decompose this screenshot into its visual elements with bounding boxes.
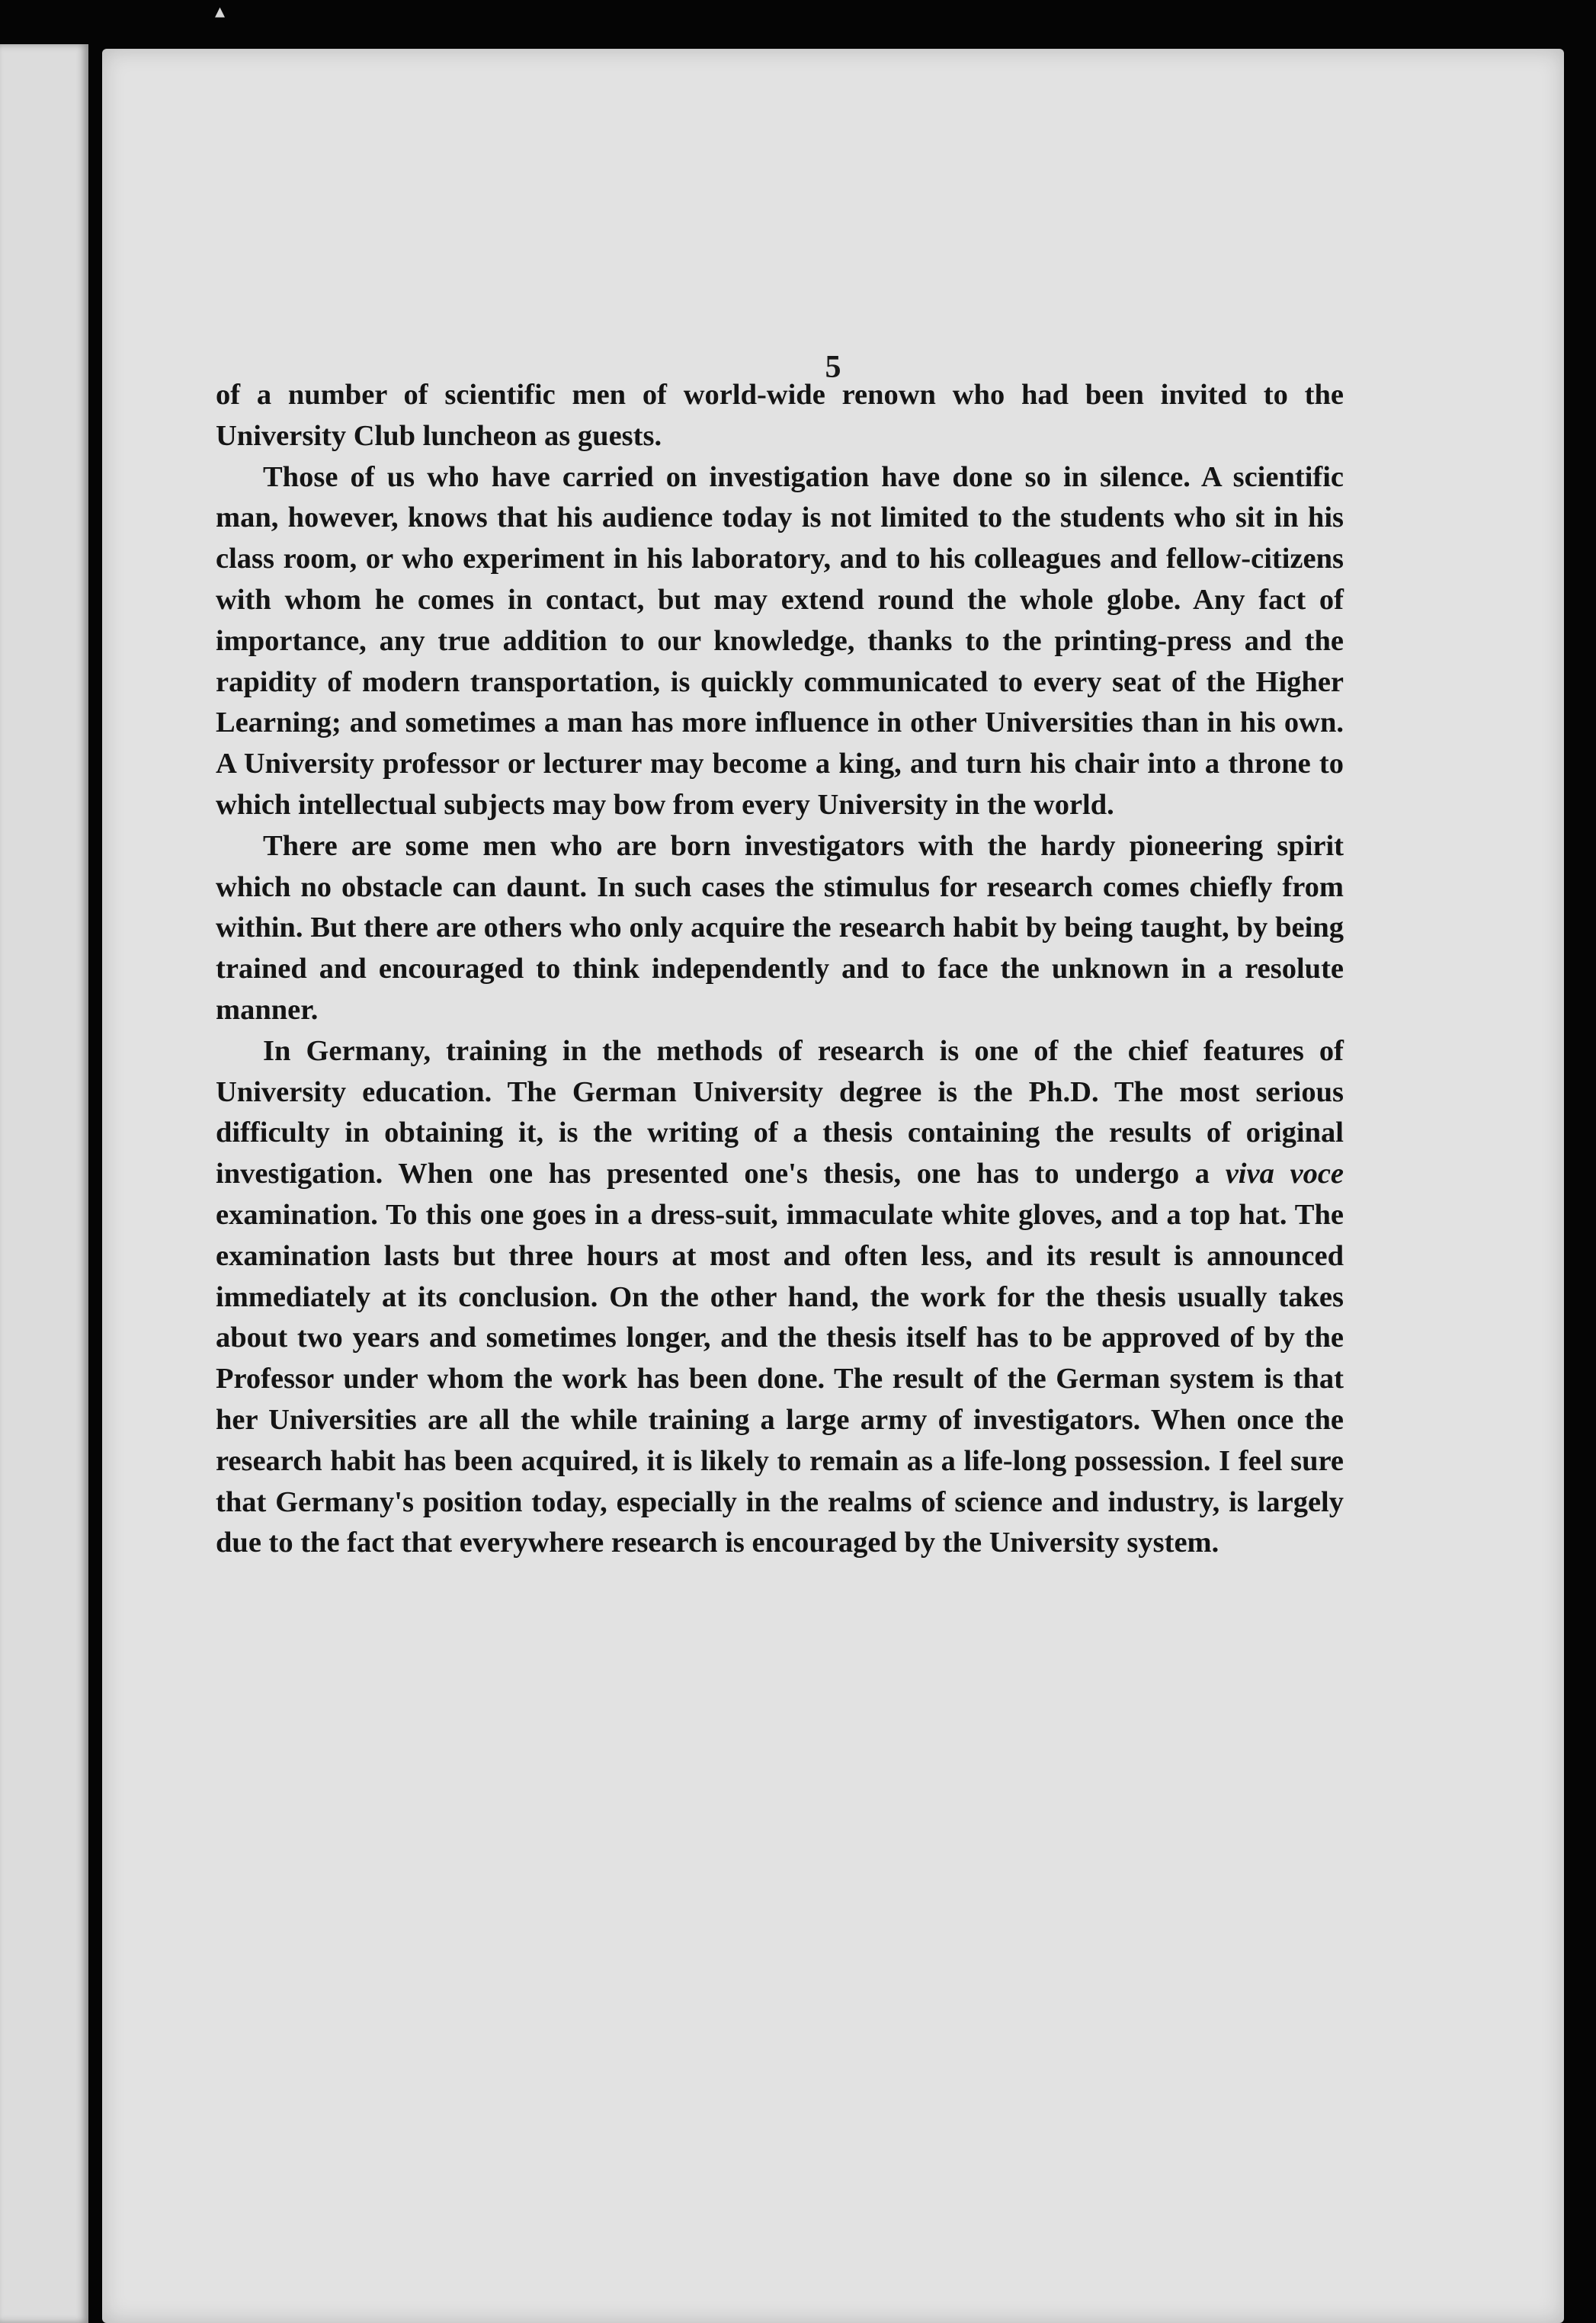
paragraph-4-part-1: In Germany, training in the methods of research is one of the chief features of University education. The German University degree is the Ph.D. The most serious difficulty in obtaining it, is the writing of a thesis containing the results of original investigation. When one has presented one's thesis, one has to undergo a xyxy=(216,1034,1344,1190)
paragraph-3: There are some men who are born investigators with the hardy pioneering spirit which no obstacle can daunt. In such cases the stimulus for research comes chiefly from within. But there are others who only acquire the research habit by being taught, by being trained and encouraged to think independently and to face the unknown in a resolute manner. xyxy=(216,829,1344,1026)
scan-speck: ▴ xyxy=(215,0,226,23)
body-text xyxy=(216,375,1344,1564)
italic-phrase: viva voce xyxy=(1225,1158,1344,1190)
facing-page-edge xyxy=(0,44,88,2323)
page-number: 5 xyxy=(825,350,841,385)
paragraph-2: Those of us who have carried on investigation have done so in silence. A scientific man, however, knows that his audience today is not limited to the students who sit in his class room, or who experiment in his laboratory, and to his colleagues and fellow-citizens with whom he comes in contact, but may extend round the whole globe. Any fact of importance, any true addition to our knowledge, thanks to the printing-press and the rapidity of modern transportation, is quickly communicated to every seat of the Higher Learning; and sometimes a man has more influence in other Universities than in his own. A University professor or lecturer may become a king, and turn his chair into a throne to which intellectual subjects may bow from every University in the world. xyxy=(216,460,1344,821)
paragraph-4 xyxy=(216,1031,1344,1564)
paragraph-1: of a number of scientific men of world-wide renown who had been invited to the University Club luncheon as guests. xyxy=(216,379,1344,452)
paragraph-4-part-2: examination. To this one goes in a dress-suit, immaculate white gloves, and a top hat. The examination lasts but three hours at most and often less, and its result is announced immediately at its conclusion. On the other hand, the work for the thesis usually takes about two years and sometimes longer, and the thesis itself has to be approved of by the Professor under whom the work has been done. The result of the German system is that her Universities are all the while training a large army of investigators. When once the research habit has been acquired, it is likely to remain as a life-long possession. I feel sure that Germany's position today, especially in the realms of science and industry, is largely due to the fact that everywhere research is encouraged by the University system. xyxy=(216,1198,1344,1559)
